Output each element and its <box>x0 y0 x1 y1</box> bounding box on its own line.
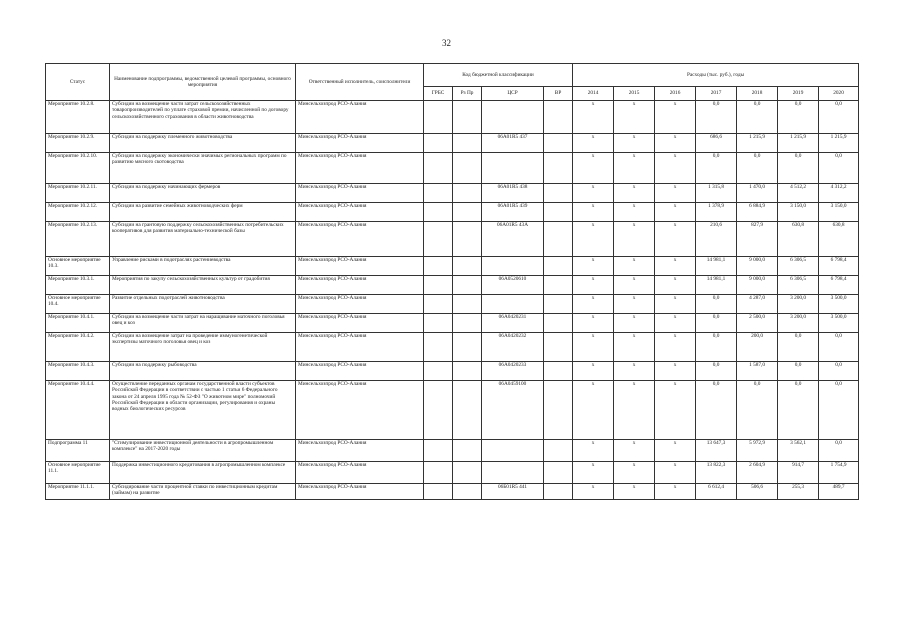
row-value: 6 798,4 <box>819 276 859 295</box>
row-value: x <box>614 153 655 184</box>
row-value: 686,6 <box>696 134 737 153</box>
row-name: Осуществление переданных органам государственной власти субъектов Российской Федерации в соответствии с частью 1 статьи 6 Федерального закона от 24 апреля 1995 года № 52-ФЗ "О животном мире" полномочий Российской Федерации в области организации, регулирования и охраны водных биологических ресурсов <box>110 381 296 440</box>
row-grbs <box>424 440 453 462</box>
row-value: 6 612,4 <box>696 484 737 500</box>
row-value: 489,7 <box>819 484 859 500</box>
row-value: 827,9 <box>737 222 778 257</box>
table-row <box>46 276 859 295</box>
table-row <box>46 203 859 222</box>
header-year: 2014 <box>573 87 614 101</box>
row-value: x <box>655 184 696 203</box>
row-status: Мероприятие 11.1.1. <box>46 484 110 500</box>
table-row <box>46 314 859 333</box>
row-grbs <box>424 203 453 222</box>
row-value: 0,0 <box>819 333 859 362</box>
row-vr <box>544 295 573 314</box>
row-status: Мероприятие 10.3.1. <box>46 276 110 295</box>
row-value: 1 587,0 <box>737 362 778 381</box>
row-vr <box>544 276 573 295</box>
row-status: Мероприятие 10.4.2. <box>46 333 110 362</box>
row-rzpr <box>453 257 482 276</box>
row-value: x <box>655 153 696 184</box>
row-value: x <box>614 333 655 362</box>
row-executor: Минсельхозпрод РСО-Алания <box>296 257 424 276</box>
header-csr: ЦСР <box>482 87 544 101</box>
row-value: 0,0 <box>819 153 859 184</box>
row-rzpr <box>453 440 482 462</box>
row-rzpr <box>453 222 482 257</box>
row-rzpr <box>453 276 482 295</box>
row-csr <box>482 257 544 276</box>
row-value: 0,0 <box>778 333 819 362</box>
row-grbs <box>424 462 453 484</box>
table-row <box>46 222 859 257</box>
row-rzpr <box>453 184 482 203</box>
row-value: 0,0 <box>778 362 819 381</box>
row-name: Субсидии на развитие семейных животноводческих ферм <box>110 203 296 222</box>
row-executor: Минсельхозпрод РСО-Алания <box>296 134 424 153</box>
row-value: 1 378,9 <box>696 203 737 222</box>
row-value: 6 884,9 <box>737 203 778 222</box>
row-executor: Минсельхозпрод РСО-Алания <box>296 314 424 333</box>
row-executor: Минсельхозпрод РСО-Алания <box>296 153 424 184</box>
row-value: x <box>655 462 696 484</box>
row-value: 0,0 <box>696 314 737 333</box>
row-value: x <box>614 295 655 314</box>
row-value: x <box>573 333 614 362</box>
row-value: 0,0 <box>696 101 737 134</box>
row-executor: Минсельхозпрод РСО-Алания <box>296 333 424 362</box>
row-value: 3 500,0 <box>819 295 859 314</box>
row-grbs <box>424 153 453 184</box>
row-value: x <box>655 101 696 134</box>
row-executor: Минсельхозпрод РСО-Алания <box>296 222 424 257</box>
row-value: 3 150,0 <box>819 203 859 222</box>
header-year: 2016 <box>655 87 696 101</box>
row-rzpr <box>453 362 482 381</box>
page-number: 32 <box>442 38 451 48</box>
row-value: 5 972,9 <box>737 440 778 462</box>
row-grbs <box>424 184 453 203</box>
row-value: 255,3 <box>778 484 819 500</box>
row-vr <box>544 203 573 222</box>
row-value: 1 215,9 <box>819 134 859 153</box>
row-value: 2 500,0 <box>737 314 778 333</box>
row-value: 0,0 <box>696 333 737 362</box>
row-status: Мероприятие 10.2.8. <box>46 101 110 134</box>
row-value: 3 562,1 <box>778 440 819 462</box>
row-status: Мероприятие 10.2.11. <box>46 184 110 203</box>
table-row <box>46 101 859 134</box>
row-grbs <box>424 314 453 333</box>
row-vr <box>544 362 573 381</box>
row-vr <box>544 101 573 134</box>
row-rzpr <box>453 295 482 314</box>
row-value: x <box>655 257 696 276</box>
row-value: 630,8 <box>819 222 859 257</box>
row-name: Мероприятия по закупу сельскохозяйственных культур от градобития <box>110 276 296 295</box>
row-value: x <box>614 257 655 276</box>
row-value: x <box>655 203 696 222</box>
table-row <box>46 153 859 184</box>
row-status: Основное мероприятие 10.4. <box>46 295 110 314</box>
row-value: 9 000,0 <box>737 257 778 276</box>
row-name: Субсидии на поддержку рыбоводства <box>110 362 296 381</box>
row-value: x <box>573 203 614 222</box>
row-value: 0,0 <box>737 101 778 134</box>
table-row <box>46 462 859 484</box>
row-value: 1 315,8 <box>696 184 737 203</box>
row-value: x <box>655 381 696 440</box>
row-executor: Минсельхозпрод РСО-Алания <box>296 381 424 440</box>
row-value: x <box>573 362 614 381</box>
row-executor: Минсельхозпрод РСО-Алания <box>296 295 424 314</box>
row-value: x <box>655 295 696 314</box>
table-row <box>46 440 859 462</box>
row-name: Поддержка инвестиционного кредитования в агропромышленном комплексе <box>110 462 296 484</box>
row-value: 1 754,9 <box>819 462 859 484</box>
row-rzpr <box>453 101 482 134</box>
table-body <box>46 101 859 500</box>
row-status: Основное мероприятие 11.1. <box>46 462 110 484</box>
row-value: x <box>655 222 696 257</box>
row-vr <box>544 314 573 333</box>
row-rzpr <box>453 203 482 222</box>
header-year: 2020 <box>819 87 859 101</box>
row-vr <box>544 333 573 362</box>
row-vr <box>544 257 573 276</box>
row-value: x <box>573 101 614 134</box>
table-row <box>46 184 859 203</box>
row-status: Мероприятие 10.2.9. <box>46 134 110 153</box>
row-csr: 06А01R5 439 <box>482 203 544 222</box>
row-value: x <box>655 440 696 462</box>
header-rzpr: Рз Пр <box>453 87 482 101</box>
row-name: Развитие отдельных подотраслей животноводства <box>110 295 296 314</box>
row-vr <box>544 462 573 484</box>
row-status: Мероприятие 10.4.4. <box>46 381 110 440</box>
row-csr <box>482 440 544 462</box>
row-grbs <box>424 222 453 257</box>
row-grbs <box>424 276 453 295</box>
row-value: 210,6 <box>696 222 737 257</box>
row-value: 4 512,2 <box>778 184 819 203</box>
row-value: x <box>655 362 696 381</box>
row-rzpr <box>453 462 482 484</box>
row-name: Субсидирование части процентной ставки по инвестиционным кредитам (займам) на развитие <box>110 484 296 500</box>
row-value: 3 500,0 <box>819 314 859 333</box>
row-csr <box>482 153 544 184</box>
row-value: x <box>573 484 614 500</box>
row-value: x <box>614 276 655 295</box>
header-expenses: Расходы (тыс. руб.), годы <box>573 64 859 87</box>
header-year: 2018 <box>737 87 778 101</box>
row-value: 630,8 <box>778 222 819 257</box>
row-name: Управление рисками в подотраслях растениеводства <box>110 257 296 276</box>
row-grbs <box>424 381 453 440</box>
row-rzpr <box>453 333 482 362</box>
header-status: Статус <box>46 64 110 101</box>
row-executor: Минсельхозпрод РСО-Алания <box>296 362 424 381</box>
row-rzpr <box>453 153 482 184</box>
row-executor: Минсельхозпрод РСО-Алания <box>296 276 424 295</box>
row-grbs <box>424 134 453 153</box>
row-value: x <box>573 314 614 333</box>
row-status: Мероприятие 10.2.10. <box>46 153 110 184</box>
row-grbs <box>424 484 453 500</box>
header-year: 2017 <box>696 87 737 101</box>
row-value: 4 287,0 <box>737 295 778 314</box>
row-status: Мероприятие 10.4.3. <box>46 362 110 381</box>
row-value: x <box>614 462 655 484</box>
table-row <box>46 257 859 276</box>
row-rzpr <box>453 381 482 440</box>
row-value: 6 306,5 <box>778 257 819 276</box>
row-value: x <box>614 101 655 134</box>
row-grbs <box>424 257 453 276</box>
row-value: 14 981,1 <box>696 257 737 276</box>
header-vr: ВР <box>544 87 573 101</box>
row-csr: 06А0420233 <box>482 362 544 381</box>
row-rzpr <box>453 484 482 500</box>
table-row <box>46 134 859 153</box>
row-value: x <box>614 381 655 440</box>
row-executor: Минсельхозпрод РСО-Алания <box>296 484 424 500</box>
row-value: 0,0 <box>737 381 778 440</box>
row-value: x <box>614 440 655 462</box>
row-value: 1 470,0 <box>737 184 778 203</box>
row-csr: 06А0420232 <box>482 333 544 362</box>
row-value: 506,6 <box>737 484 778 500</box>
row-status: Мероприятие 10.4.1. <box>46 314 110 333</box>
row-value: 0,0 <box>696 362 737 381</box>
header-year: 2019 <box>778 87 819 101</box>
row-value: 14 981,1 <box>696 276 737 295</box>
row-vr <box>544 381 573 440</box>
row-value: 0,0 <box>778 381 819 440</box>
header-name: Наименование подпрограммы, ведомственной целевой программы, основного мероприятия <box>110 64 296 101</box>
row-value: 3 150,0 <box>778 203 819 222</box>
row-status: Мероприятие 10.2.13. <box>46 222 110 257</box>
row-csr <box>482 295 544 314</box>
row-value: x <box>614 184 655 203</box>
row-value: 3 200,0 <box>778 295 819 314</box>
row-value: 0,0 <box>819 362 859 381</box>
row-name: Субсидии на возмещение затрат на проведение иммуногенетической экспертизы маточного поголовья овец и коз <box>110 333 296 362</box>
row-vr <box>544 153 573 184</box>
row-rzpr <box>453 314 482 333</box>
row-status: Мероприятие 10.2.12. <box>46 203 110 222</box>
row-value: x <box>573 440 614 462</box>
table-row <box>46 484 859 500</box>
header-executor: Ответственный исполнитель, соисполнители <box>296 64 424 101</box>
row-value: 0,0 <box>778 101 819 134</box>
row-value: x <box>614 203 655 222</box>
header-grbs: ГРБС <box>424 87 453 101</box>
row-vr <box>544 484 573 500</box>
table-row <box>46 295 859 314</box>
row-executor: Минсельхозпрод РСО-Алания <box>296 203 424 222</box>
table-row <box>46 333 859 362</box>
row-value: x <box>655 134 696 153</box>
row-csr: 06А01R5 437 <box>482 134 544 153</box>
row-value: 0,0 <box>778 153 819 184</box>
row-value: 2 604,9 <box>737 462 778 484</box>
row-value: 9 000,0 <box>737 276 778 295</box>
row-value: 0,0 <box>737 153 778 184</box>
row-value: x <box>655 276 696 295</box>
row-value: 0,0 <box>696 381 737 440</box>
row-executor: Минсельхозпрод РСО-Алания <box>296 184 424 203</box>
row-csr <box>482 101 544 134</box>
row-value: 13 822,3 <box>696 462 737 484</box>
row-csr: 06А01R5 43А <box>482 222 544 257</box>
row-value: 0,0 <box>696 295 737 314</box>
row-value: 0,0 <box>819 101 859 134</box>
row-value: x <box>614 362 655 381</box>
header-budget-code: Код бюджетной классификации <box>424 64 573 87</box>
row-vr <box>544 440 573 462</box>
row-csr: 06А01R5 438 <box>482 184 544 203</box>
row-value: x <box>655 484 696 500</box>
row-vr <box>544 222 573 257</box>
row-value: x <box>614 222 655 257</box>
row-csr: 06А0420231 <box>482 314 544 333</box>
row-value: x <box>573 153 614 184</box>
row-value: 3 200,0 <box>778 314 819 333</box>
row-executor: Минсельхозпрод РСО-Алания <box>296 462 424 484</box>
row-name: Субсидии на возмещение части затрат сельскохозяйственных товаропроизводителей по уплате страховой премии, начисленной по договору сельскохозяйственного страхования в области животноводства <box>110 101 296 134</box>
row-name: "Стимулирование инвестиционной деятельности в агропромышленном комплексе" на 2017-2020 годы <box>110 440 296 462</box>
row-status: Основное мероприятие 10.3. <box>46 257 110 276</box>
row-vr <box>544 134 573 153</box>
row-grbs <box>424 295 453 314</box>
row-csr: 06А0520610 <box>482 276 544 295</box>
row-value: x <box>614 484 655 500</box>
row-value: x <box>573 257 614 276</box>
budget-table <box>45 63 859 500</box>
row-name: Субсидии на грантовую поддержку сельскохозяйственных потребительских кооперативов для развития материально-технической базы <box>110 222 296 257</box>
row-name: Субсидии на поддержку племенного животноводства <box>110 134 296 153</box>
row-value: 914,7 <box>778 462 819 484</box>
row-value: 1 215,9 <box>737 134 778 153</box>
row-status: Подпрограмма 11 <box>46 440 110 462</box>
row-value: x <box>573 222 614 257</box>
row-grbs <box>424 101 453 134</box>
row-executor: Минсельхозпрод РСО-Алания <box>296 440 424 462</box>
row-csr: 06Б01R5 441 <box>482 484 544 500</box>
row-grbs <box>424 362 453 381</box>
row-value: x <box>573 134 614 153</box>
row-csr: 06А0459100 <box>482 381 544 440</box>
row-value: x <box>573 184 614 203</box>
row-value: 0,0 <box>819 381 859 440</box>
row-name: Субсидии на возмещение части затрат на наращивание маточного поголовья овец и коз <box>110 314 296 333</box>
row-vr <box>544 184 573 203</box>
row-value: x <box>573 462 614 484</box>
row-csr <box>482 462 544 484</box>
row-name: Субсидии на поддержку начинающих фермеров <box>110 184 296 203</box>
row-value: x <box>573 295 614 314</box>
row-executor: Минсельхозпрод РСО-Алания <box>296 101 424 134</box>
row-value: x <box>573 276 614 295</box>
row-value: 13 647,3 <box>696 440 737 462</box>
row-value: x <box>573 381 614 440</box>
row-name: Субсидии на поддержку экономически значимых региональных программ по развитию мясного скотоводства <box>110 153 296 184</box>
row-grbs <box>424 333 453 362</box>
row-rzpr <box>453 134 482 153</box>
row-value: x <box>655 333 696 362</box>
row-value: 0,0 <box>819 440 859 462</box>
row-value: 1 215,9 <box>778 134 819 153</box>
table-row <box>46 381 859 440</box>
row-value: 4 312,2 <box>819 184 859 203</box>
row-value: 6 306,5 <box>778 276 819 295</box>
row-value: x <box>614 314 655 333</box>
header-year: 2015 <box>614 87 655 101</box>
row-value: 0,0 <box>696 153 737 184</box>
table-row <box>46 362 859 381</box>
row-value: x <box>655 314 696 333</box>
row-value: x <box>614 134 655 153</box>
row-value: 6 798,4 <box>819 257 859 276</box>
row-value: 200,0 <box>737 333 778 362</box>
